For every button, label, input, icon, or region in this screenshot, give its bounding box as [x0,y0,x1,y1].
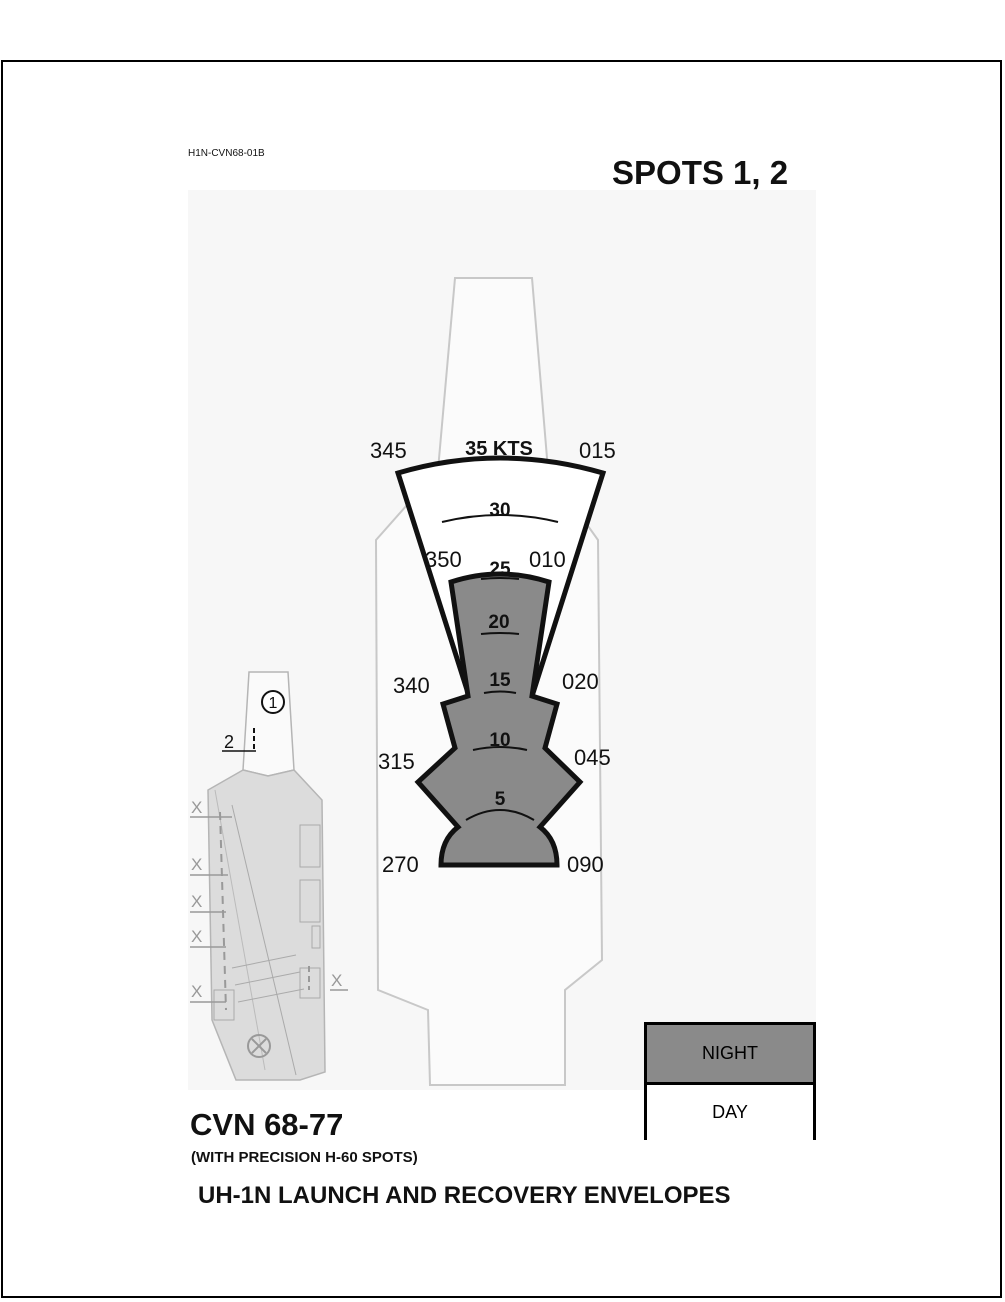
spot-1-label: 1 [268,695,278,712]
deck-x-mark: X [191,892,203,911]
speed-label-30: 30 [489,500,511,521]
bearing-015: 015 [579,438,616,463]
spots-title: SPOTS 1, 2 [612,154,789,191]
speed-label-15: 15 [489,670,511,691]
bearing-340: 340 [393,673,430,698]
figure-title: UH-1N LAUNCH AND RECOVERY ENVELOPES [198,1182,731,1209]
speed-label-35: 35 KTS [465,438,533,460]
carrier-deck-diagram [190,672,348,1080]
carrier-bow [243,672,294,776]
deck-x-mark: X [331,971,343,990]
spot-2-label: 2 [224,732,235,752]
speed-label-5: 5 [494,789,506,810]
deck-x-mark: X [191,927,203,946]
deck-x-mark: X [191,798,203,817]
legend-day [647,1085,813,1140]
bearing-010: 010 [529,547,566,572]
bearing-350: 350 [425,547,462,572]
speed-label-25: 25 [489,559,511,580]
bearing-315: 315 [378,749,415,774]
speed-label-10: 10 [489,730,511,751]
figure-id: H1N-CVN68-01B [188,148,265,159]
bearing-045: 045 [574,745,611,770]
legend [644,1022,816,1140]
deck-x-mark: X [191,982,203,1001]
ship-class-title: CVN 68-77 [190,1107,344,1142]
bearing-020: 020 [562,669,599,694]
legend-night [647,1025,813,1085]
speed-label-20: 20 [488,612,510,633]
bearing-270: 270 [382,852,419,877]
ship-subtitle: (WITH PRECISION H-60 SPOTS) [191,1149,418,1166]
legend-day-label: DAY [712,1102,748,1122]
deck-x-mark: X [191,855,203,874]
legend-night-label: NIGHT [702,1043,758,1063]
arc-20-kts [481,633,519,634]
bearing-090: 090 [567,852,604,877]
bearing-345: 345 [370,438,407,463]
